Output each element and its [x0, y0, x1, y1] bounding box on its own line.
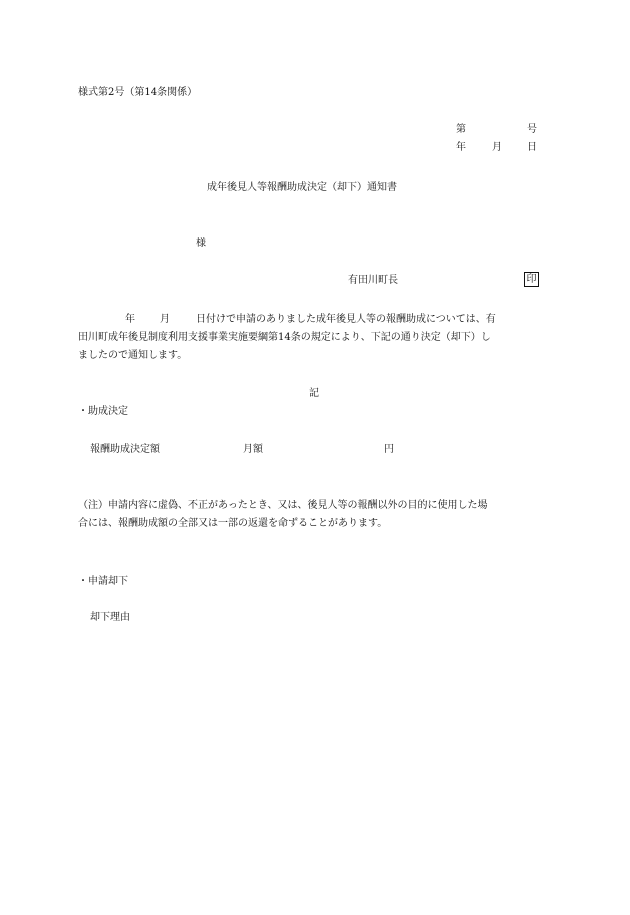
- note-line-1: （注）申請内容に虚偽、不正があったとき、又は、後見人等の報酬以外の目的に使用した場: [78, 500, 488, 511]
- note-line-2: 合には、報酬助成額の全部又は一部の返還を命ずることがあります。: [78, 518, 388, 529]
- seal-mark: 印: [524, 272, 539, 287]
- addressee-suffix: 様: [196, 238, 206, 249]
- date-month: 月: [492, 142, 502, 153]
- date-year: 年: [456, 142, 466, 153]
- issuer-name: 有田川町長: [348, 275, 398, 286]
- document-title: 成年後見人等報酬助成決定（却下）通知書: [207, 182, 397, 193]
- ki-mark: 記: [309, 388, 319, 399]
- grant-monthly-label: 月額: [243, 444, 263, 455]
- body-line-3: ましたので通知します。: [78, 350, 188, 361]
- doc-number-go: 号: [527, 124, 537, 135]
- form-label: 様式第2号（第14条関係）: [78, 87, 198, 98]
- grant-heading: ・助成決定: [78, 406, 128, 417]
- grant-amount-label: 報酬助成決定額: [90, 444, 160, 455]
- body-year: 年: [125, 314, 135, 325]
- body-line-2: 田川町成年後見制度利用支援事業実施要綱第14条の規定により、下記の通り決定（却下）し: [78, 332, 491, 343]
- grant-yen-label: 円: [384, 444, 394, 455]
- doc-number-dai: 第: [456, 124, 466, 135]
- rejection-heading: ・申請却下: [78, 576, 128, 587]
- body-line-1: 日付けで申請のありました成年後見人等の報酬助成については、有: [196, 314, 496, 325]
- rejection-reason-label: 却下理由: [90, 612, 130, 623]
- body-month: 月: [160, 314, 170, 325]
- date-day: 日: [527, 142, 537, 153]
